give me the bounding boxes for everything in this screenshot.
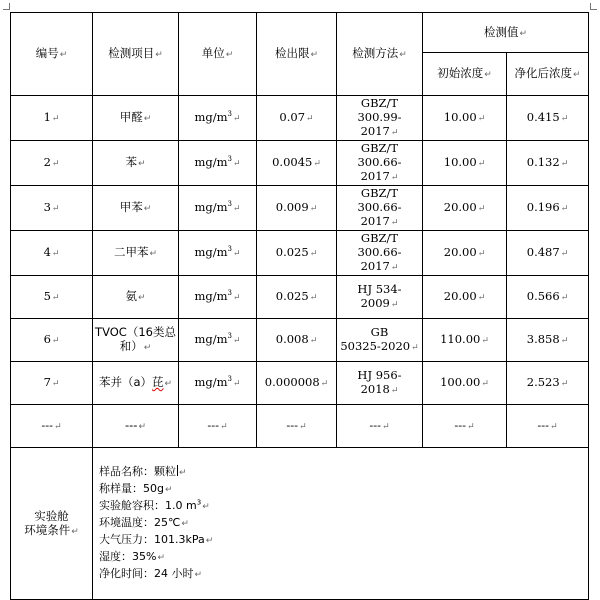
purification-time: 净化时间：24 小时↵ (99, 567, 203, 580)
test-results-table (10, 12, 589, 600)
cell-method: HJ 956-2018↵ (337, 362, 423, 405)
cell-id: 2↵ (11, 141, 93, 186)
header-item: 检测项目↵ (93, 13, 179, 96)
cell-unit: $mg/m^3↵$ (179, 276, 257, 319)
cell-initial: 110.00↵ (423, 319, 507, 362)
cell-after: ---↵ (507, 405, 589, 448)
cell-id: 1↵ (11, 96, 93, 141)
header-initial: 初始浓度↵ (423, 53, 507, 96)
header-method: 检测方法↵ (337, 13, 423, 96)
cell-initial: 20.00↵ (423, 276, 507, 319)
cell-after: 0.487↵ (507, 231, 589, 276)
cell-item: 氨↵ (93, 276, 179, 319)
cell-unit: $mg/m^3↵$ (179, 231, 257, 276)
cell-method: HJ 534-2009↵ (337, 276, 423, 319)
cell-after: 0.132↵ (507, 141, 589, 186)
cell-initial: 20.00↵ (423, 231, 507, 276)
cell-id: ---↵ (11, 405, 93, 448)
cell-method: GBZ/T 300.99-2017↵ (337, 96, 423, 141)
cell-initial: 10.00↵ (423, 141, 507, 186)
cell-item: 二甲苯↵ (93, 231, 179, 276)
text-cursor (177, 465, 178, 476)
cell-unit: $mg/m^3↵$ (179, 186, 257, 231)
cell-initial: ---↵ (423, 405, 507, 448)
page-corner-mark (590, 3, 597, 10)
cell-id: 5↵ (11, 276, 93, 319)
cell-after: 3.858↵ (507, 319, 589, 362)
page-corner-mark (3, 3, 10, 10)
header-id: 编号↵ (11, 13, 93, 96)
cell-after: 0.566↵ (507, 276, 589, 319)
sample-weight: 称样量：50g↵ (99, 482, 173, 495)
cell-method: ---↵ (337, 405, 423, 448)
sample-name: 样品名称：颗粒 ↵ (99, 465, 187, 478)
table-row (11, 362, 589, 405)
chamber-volume: 实验舱容积：1.0 $m^3↵$ (99, 498, 210, 512)
cell-id: 6↵ (11, 319, 93, 362)
cell-limit: 0.025↵ (257, 276, 337, 319)
cell-item: 甲醛↵ (93, 96, 179, 141)
cell-limit: 0.07↵ (257, 96, 337, 141)
cell-item: 甲苯↵ (93, 186, 179, 231)
cell-method: GBZ/T 300.66-2017↵ (337, 186, 423, 231)
cell-limit: 0.008↵ (257, 319, 337, 362)
table-row (11, 276, 589, 319)
cell-limit: 0.000008↵ (257, 362, 337, 405)
cell-initial: 10.00↵ (423, 96, 507, 141)
cell-unit: ---↵ (179, 405, 257, 448)
cell-item: TVOC（16类总和）↵ (93, 319, 179, 362)
cell-initial: 100.00↵ (423, 362, 507, 405)
header-limit: 检出限↵ (257, 13, 337, 96)
cell-method: GBZ/T 300.66-2017↵ (337, 231, 423, 276)
cell-unit: $mg/m^3↵$ (179, 319, 257, 362)
table-row (11, 231, 589, 276)
cell-method: GBZ/T 300.66-2017↵ (337, 141, 423, 186)
cell-initial: 20.00↵ (423, 186, 507, 231)
ambient-temperature: 环境温度：25℃↵ (99, 516, 189, 529)
cell-unit: $mg/m^3↵$ (179, 362, 257, 405)
atmospheric-pressure: 大气压力：101.3kPa↵ (99, 533, 214, 546)
table-row (11, 96, 589, 141)
cell-after: 0.196↵ (507, 186, 589, 231)
table-row (11, 319, 589, 362)
humidity: 湿度：35%↵ (99, 550, 165, 563)
header-unit: 单位↵ (179, 13, 257, 96)
cell-unit: $mg/m^3↵$ (179, 141, 257, 186)
header-after: 净化后浓度↵ (507, 53, 589, 96)
cell-after: 2.523↵ (507, 362, 589, 405)
conditions-label: 实验舱 环境条件↵ (11, 448, 93, 600)
cell-after: 0.415↵ (507, 96, 589, 141)
cell-limit: 0.025↵ (257, 231, 337, 276)
cell-item: 苯并（a）芘↵ (93, 362, 179, 405)
table-row (11, 186, 589, 231)
cell-unit: $mg/m^3↵$ (179, 96, 257, 141)
cell-limit: 0.009↵ (257, 186, 337, 231)
cell-id: 3↵ (11, 186, 93, 231)
header-value-group: 检测值↵ (423, 13, 589, 53)
cell-id: 4↵ (11, 231, 93, 276)
table-row (11, 405, 589, 448)
cell-method: GB 50325-2020↵ (337, 319, 423, 362)
cell-limit: 0.0045↵ (257, 141, 337, 186)
conditions-details (93, 448, 589, 600)
cell-id: 7↵ (11, 362, 93, 405)
table-row (11, 141, 589, 186)
cell-item: ---↵ (93, 405, 179, 448)
cell-item: 苯↵ (93, 141, 179, 186)
cell-limit: ---↵ (257, 405, 337, 448)
